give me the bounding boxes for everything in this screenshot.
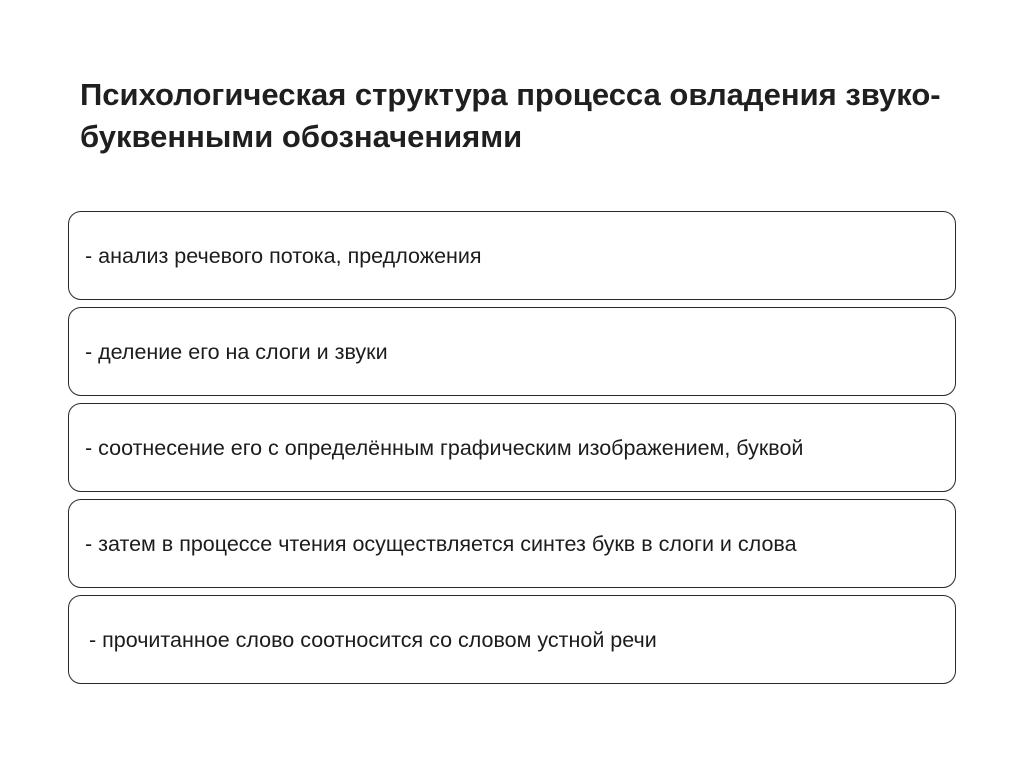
step-text-4: - затем в процессе чтения осуществляется синтез букв в слоги и слова (85, 531, 797, 556)
step-box-4 (68, 499, 956, 588)
process-steps-list (68, 211, 956, 684)
step-box-5 (68, 595, 956, 684)
step-box-2 (68, 307, 956, 396)
slide-title: Психологическая структура процесса овладения звуко-буквенными обозначениями (80, 77, 941, 154)
step-text-1: - анализ речевого потока, предложения (85, 243, 482, 268)
step-text-3: - соотнесение его с определённым графическим изображением, буквой (85, 435, 804, 460)
step-text-5: - прочитанное слово соотносится со словом устной речи (89, 627, 657, 652)
step-box-1 (68, 211, 956, 300)
step-text-2: - деление его на слоги и звуки (85, 339, 388, 364)
step-box-3 (68, 403, 956, 492)
